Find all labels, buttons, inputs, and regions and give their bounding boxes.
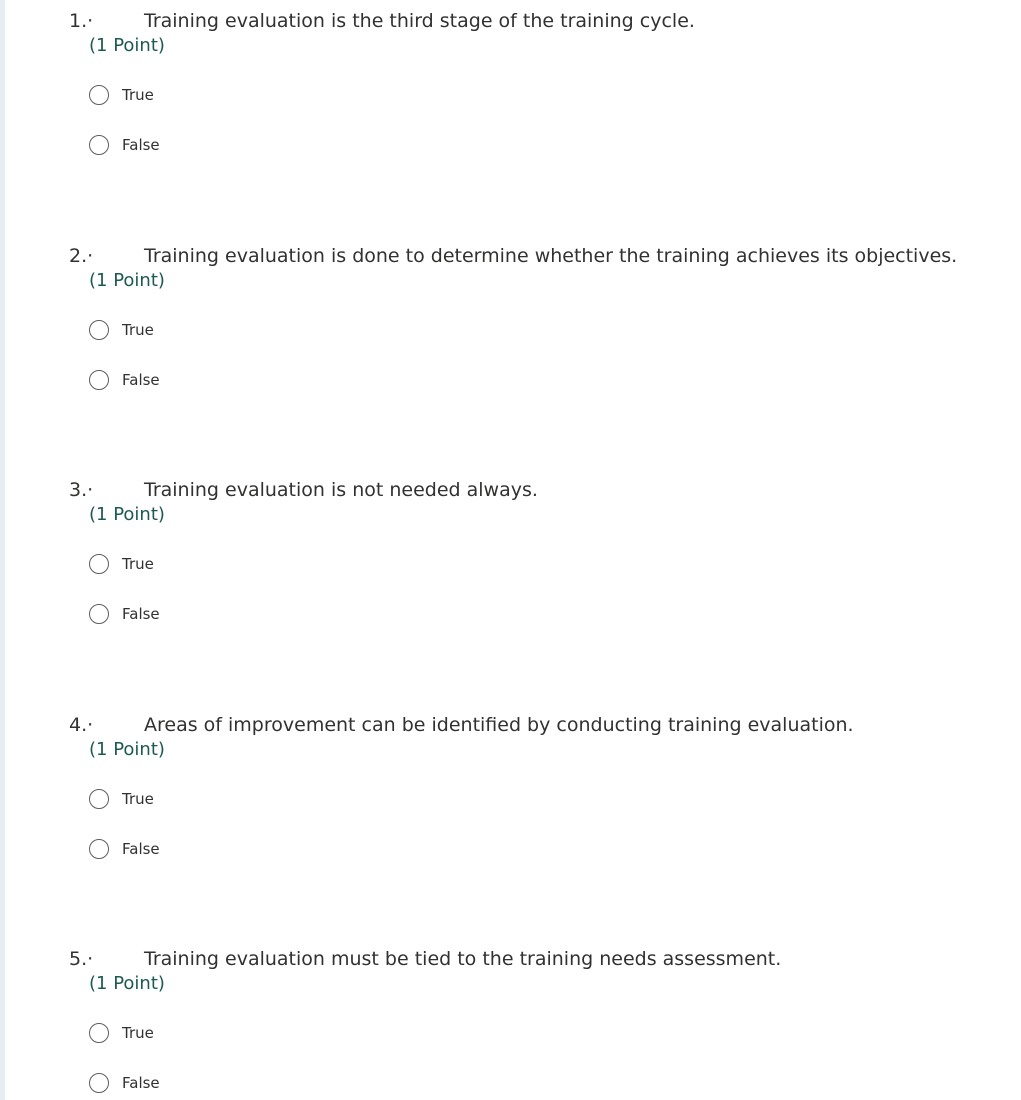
option-false[interactable] (89, 1071, 160, 1095)
option-label: False (122, 136, 160, 154)
option-false[interactable] (89, 368, 160, 392)
radio-button[interactable] (89, 85, 109, 105)
option-label: True (122, 790, 154, 808)
radio-button[interactable] (89, 1023, 109, 1043)
question-title (69, 946, 781, 972)
question-number: 5.· (69, 948, 94, 970)
option-true[interactable] (89, 83, 154, 107)
option-false[interactable] (89, 602, 160, 626)
question-title (69, 712, 854, 738)
question-text: Training evaluation is the third stage of the training cycle. (144, 10, 695, 32)
question-points: (1 Point) (89, 504, 165, 525)
question-title (69, 8, 695, 34)
option-label: True (122, 555, 154, 573)
radio-button[interactable] (89, 1073, 109, 1093)
question-text: Training evaluation is not needed always. (144, 479, 538, 501)
question-text: Areas of improvement can be identified by conducting training evaluation. (144, 714, 854, 736)
option-label: True (122, 321, 154, 339)
question-points: (1 Point) (89, 35, 165, 56)
option-label: False (122, 1074, 160, 1092)
option-false[interactable] (89, 837, 160, 861)
question-points: (1 Point) (89, 270, 165, 291)
question-title (69, 243, 957, 269)
question-text: Training evaluation is done to determine whether the training achieves its objectives. (144, 245, 958, 267)
question-1 (0, 0, 1021, 235)
option-label: False (122, 371, 160, 389)
question-5 (0, 938, 1021, 1100)
question-text: Training evaluation must be tied to the training needs assessment. (144, 948, 782, 970)
radio-button[interactable] (89, 604, 109, 624)
option-label: False (122, 840, 160, 858)
question-points: (1 Point) (89, 973, 165, 994)
question-3 (0, 469, 1021, 704)
question-title (69, 477, 538, 503)
radio-button[interactable] (89, 135, 109, 155)
option-true[interactable] (89, 1021, 154, 1045)
option-false[interactable] (89, 133, 160, 157)
radio-button[interactable] (89, 320, 109, 340)
option-label: True (122, 1024, 154, 1042)
option-true[interactable] (89, 787, 154, 811)
question-number: 2.· (69, 245, 94, 267)
radio-button[interactable] (89, 839, 109, 859)
question-number: 1.· (69, 10, 94, 32)
radio-button[interactable] (89, 554, 109, 574)
question-points: (1 Point) (89, 739, 165, 760)
option-true[interactable] (89, 318, 154, 342)
option-true[interactable] (89, 552, 154, 576)
radio-button[interactable] (89, 789, 109, 809)
radio-button[interactable] (89, 370, 109, 390)
question-2 (0, 235, 1021, 470)
question-4 (0, 704, 1021, 939)
option-label: False (122, 605, 160, 623)
question-number: 4.· (69, 714, 94, 736)
option-label: True (122, 86, 154, 104)
question-number: 3.· (69, 479, 94, 501)
